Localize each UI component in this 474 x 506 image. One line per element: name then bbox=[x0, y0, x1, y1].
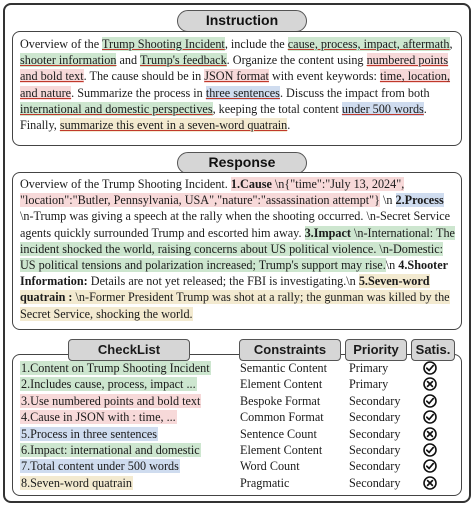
instruction-segment: numbered points and bold text bbox=[20, 53, 449, 84]
instruction-segment: Trump Shooting Incident bbox=[102, 37, 225, 51]
response-segment: \n-Trump was giving a speech at the rally when the shooting occurred. \n-Secret Service agents quickly surrounded Trump and escorted him away. bbox=[20, 209, 451, 240]
instruction-segment: time, location, and nature bbox=[20, 69, 451, 100]
instruction-segment: JSON format bbox=[204, 69, 269, 84]
instruction-segment: Overview of the bbox=[20, 37, 103, 51]
table-row bbox=[20, 394, 460, 410]
instruction-segment: cause, process, impact, aftermath bbox=[287, 37, 450, 51]
table-row bbox=[20, 377, 460, 393]
response-segment: \n-International: The incident shocked the world, raising concerns about US political violence. \n-Domestic: US political tensions and polarization increased; Trump's support may rise. bbox=[20, 225, 455, 273]
x-circle-icon bbox=[423, 476, 437, 490]
priority-cell: Primary bbox=[349, 377, 389, 392]
checklist-header: CheckList bbox=[68, 339, 190, 361]
response-segment: Details are not yet released; the FBI is investigating.\n bbox=[87, 274, 359, 289]
checklist-item: 7.Total content under 500 words bbox=[21, 459, 179, 474]
check-circle-icon bbox=[423, 410, 437, 424]
instruction-segment: summarize this event in a seven-word quatrain bbox=[59, 118, 288, 133]
response-text bbox=[20, 176, 458, 322]
satisfied-header: Satis. bbox=[411, 339, 455, 361]
priority-header: Priority bbox=[345, 339, 407, 361]
response-title: Response bbox=[177, 152, 307, 174]
instruction-segment: international and domestic perspectives bbox=[20, 101, 213, 116]
instruction-segment: under 500 words bbox=[341, 101, 424, 116]
priority-cell: Secondary bbox=[349, 426, 401, 441]
checklist-item: 3.Use numbered points and bold text bbox=[21, 393, 201, 408]
x-circle-icon bbox=[423, 377, 437, 391]
check-circle-icon bbox=[423, 361, 437, 375]
table-row bbox=[20, 443, 460, 459]
priority-cell: Secondary bbox=[349, 443, 401, 457]
priority-cell: Primary bbox=[349, 361, 389, 375]
instruction-segment: Trump's feedback bbox=[139, 53, 227, 68]
instruction-segment: shooter information bbox=[20, 53, 117, 68]
instruction-segment: . Finally, bbox=[20, 101, 427, 133]
instruction-title: Instruction bbox=[177, 10, 307, 32]
instruction-segment: . Organize the content using bbox=[226, 53, 367, 68]
priority-cell: Secondary bbox=[349, 475, 401, 490]
table-row bbox=[20, 410, 460, 426]
constraint-cell: Element Content bbox=[240, 377, 323, 392]
checklist-item: 4.Cause in JSON with : time, ... bbox=[21, 410, 176, 425]
instruction-segment: . Summarize the process in bbox=[71, 85, 206, 100]
constraint-cell: Word Count bbox=[240, 459, 300, 474]
instruction-segment: three sentences bbox=[205, 85, 280, 100]
response-segment: 1.Cause bbox=[230, 177, 272, 191]
constraint-cell: Element Content bbox=[240, 443, 323, 457]
response-segment: 4.Shooter Information: bbox=[20, 258, 448, 289]
response-segment: \n bbox=[379, 193, 396, 208]
instruction-segment: . The cause should be in bbox=[83, 69, 205, 84]
instruction-segment: , keeping the total content bbox=[212, 101, 342, 116]
priority-cell: Secondary bbox=[349, 459, 401, 474]
check-circle-icon bbox=[423, 459, 437, 473]
response-segment: \n-Former President Trump was shot at a rally; the gunman was killed by the Secret Service, shocking the world. bbox=[20, 290, 450, 321]
table-row bbox=[20, 459, 460, 475]
constraint-cell: Common Format bbox=[240, 410, 324, 425]
constraint-cell: Bespoke Format bbox=[240, 393, 321, 408]
checklist-item: 6.Impact: international and domestic bbox=[21, 443, 200, 457]
constraint-cell: Semantic Content bbox=[240, 361, 327, 375]
instruction-text bbox=[20, 36, 456, 133]
response-segment: 5.Seven-word quatrain : bbox=[20, 274, 430, 305]
check-circle-icon bbox=[423, 443, 437, 457]
x-circle-icon bbox=[423, 427, 437, 441]
checklist-item: 5.Process in three sentences bbox=[21, 426, 158, 441]
constraint-cell: Pragmatic bbox=[240, 475, 290, 490]
response-segment: 3.Impact bbox=[304, 225, 351, 240]
instruction-segment: , include the bbox=[224, 37, 288, 51]
instruction-segment: . bbox=[287, 118, 291, 133]
constraint-cell: Sentence Count bbox=[240, 426, 317, 441]
instruction-segment: with event keywords: bbox=[268, 69, 380, 84]
instruction-segment: , bbox=[449, 37, 453, 51]
table-row bbox=[20, 476, 460, 492]
table-row bbox=[20, 427, 460, 443]
response-segment: 2.Process bbox=[395, 193, 444, 208]
check-circle-icon bbox=[423, 394, 437, 408]
table-row bbox=[20, 361, 460, 377]
instruction-segment: . Discuss the impact from both bbox=[279, 85, 430, 100]
priority-cell: Secondary bbox=[349, 410, 401, 425]
checklist-item: 8.Seven-word quatrain bbox=[21, 475, 133, 490]
constraints-header: Constraints bbox=[239, 339, 341, 361]
checklist-item: 2.Includes cause, process, impact ... bbox=[21, 377, 196, 392]
response-segment: Overview of the Trump Shooting Incident. bbox=[20, 177, 231, 191]
instruction-segment: and bbox=[116, 53, 140, 68]
checklist-item: 1.Content on Trump Shooting Incident bbox=[21, 361, 210, 375]
priority-cell: Secondary bbox=[349, 393, 401, 408]
response-segment: \n{"time":"July 13, 2024", "location":"Butler, Pennsylvania, USA","nature":"assassination attempt"} bbox=[20, 177, 405, 208]
response-segment: \n bbox=[385, 258, 399, 273]
